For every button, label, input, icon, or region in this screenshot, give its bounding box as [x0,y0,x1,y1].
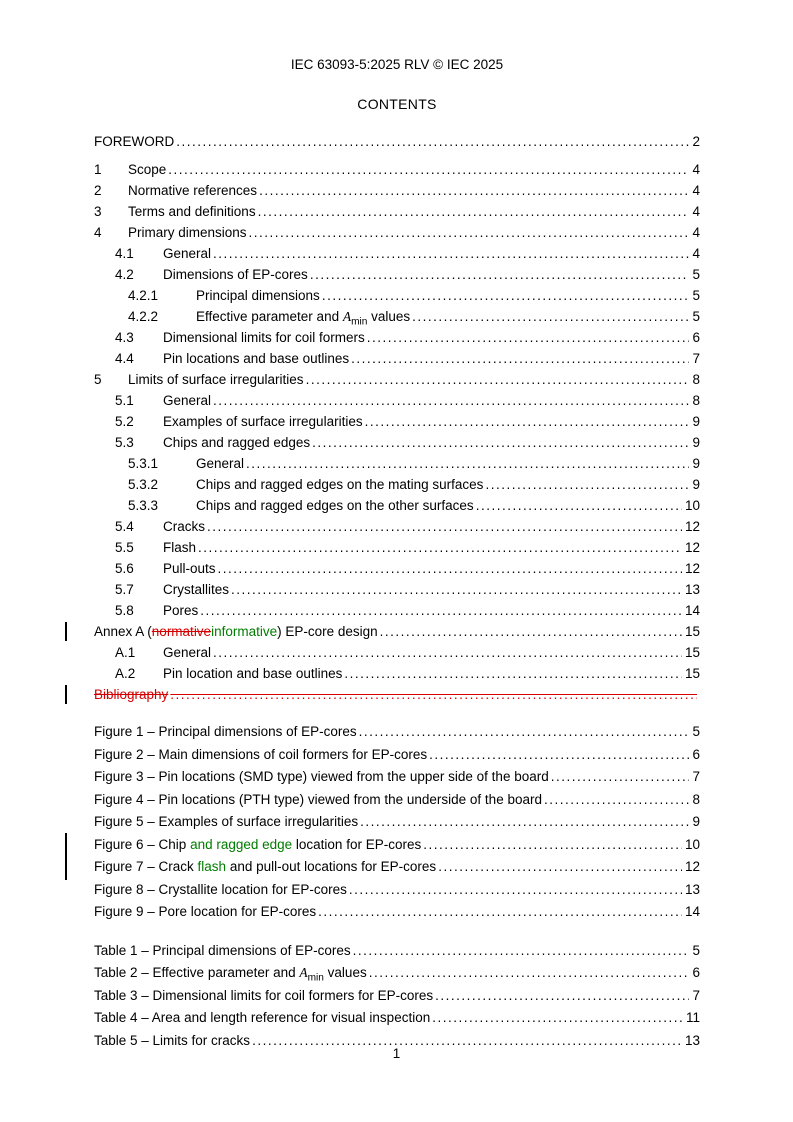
dot-leader [349,348,689,369]
figure-entry-7[interactable] [94,856,700,879]
dot-leader [542,789,690,812]
toc-entry-4-1[interactable] [94,243,700,264]
contents-title: CONTENTS [357,96,437,112]
toc-entry-5-1[interactable] [94,390,700,411]
figure-page-number: 12 [684,859,700,874]
dot-leader [358,811,689,834]
toc-entry-a-1[interactable] [94,642,700,663]
toc-label: Crystallites [163,582,230,597]
dot-leader [433,985,689,1008]
toc-label: General [196,456,245,471]
toc-entry-5-7[interactable] [94,579,700,600]
figure-entry-8[interactable] [94,879,700,902]
toc-number: 3 [94,204,102,219]
toc-entry-bibliography[interactable] [94,684,700,705]
toc-entry-primary-dimensions[interactable] [94,222,700,243]
dot-leader [351,940,690,963]
dot-leader [342,663,682,684]
toc-number: 2 [94,183,102,198]
table-entry-3[interactable] [94,985,700,1008]
dot-leader [421,834,682,857]
toc-entry-4-4[interactable] [94,348,700,369]
toc-number: 4.2.2 [128,309,159,324]
table-of-contents [94,131,700,705]
inserted-text: and ragged edge [190,836,293,852]
toc-page-number: 15 [684,645,700,660]
figures-list [94,721,700,924]
toc-label: Bibliography [94,687,169,702]
figure-label: Figure 4 – Pin locations (PTH type) viewed from the underside of the board [94,791,542,807]
toc-number: 5.3.3 [128,498,159,513]
toc-entry-5-8[interactable] [94,600,700,621]
dot-leader [436,856,682,879]
toc-number: 5.5 [115,540,134,555]
toc-page-number: 4 [692,183,700,198]
toc-page-number: 8 [692,372,700,387]
table-label [94,962,367,985]
toc-page-number: 4 [692,204,700,219]
figure-entry-6[interactable] [94,834,700,857]
toc-label: Limits of surface irregularities [128,372,304,387]
toc-number: 4.1 [115,246,134,261]
inserted-text: informative [211,624,278,639]
toc-label [196,306,410,327]
toc-number: 5.3.1 [128,456,159,471]
table-label: Table 1 – Principal dimensions of EP-cores [94,942,351,958]
figure-entry-1[interactable] [94,721,700,744]
toc-label: Chips and ragged edges on the other surfaces [196,498,474,513]
toc-entry-5-5[interactable] [94,537,700,558]
figure-label-text: Figure 6 – Chip [94,836,191,852]
dot-leader [229,579,682,600]
toc-number: A.2 [115,666,136,681]
toc-label: Pin location and base outlines [163,666,343,681]
toc-page-number: 15 [684,666,700,681]
figure-page-number: 5 [692,724,700,739]
toc-entry-foreword[interactable] [94,131,700,152]
toc-page-number: 9 [692,435,700,450]
figure-label-text: Figure 7 – Crack [94,859,198,874]
toc-label-text: values [367,309,411,324]
toc-entry-annex-a[interactable] [94,621,700,642]
toc-page-number: 12 [684,540,700,555]
toc-page-number: 9 [692,477,700,492]
figure-label: Figure 1 – Principal dimensions of EP-cores [94,724,357,739]
table-entry-2[interactable] [94,962,700,985]
table-label-text: Table 2 – Effective parameter and [94,965,300,980]
dot-leader [205,516,682,537]
toc-number: A.1 [115,645,136,660]
toc-label: Principal dimensions [196,288,320,303]
toc-page-number: 15 [684,624,700,639]
toc-label: Chips and ragged edges on the mating surfaces [196,477,484,492]
toc-page-number: 10 [684,498,700,513]
dot-leader [211,390,689,411]
figure-entry-4[interactable] [94,789,700,812]
toc-page-number: 8 [692,393,700,408]
toc-number: 4.4 [115,351,134,366]
toc-label-text: Annex A ( [94,624,152,639]
dot-leader [483,474,689,495]
dot-leader [310,432,689,453]
figure-page-number: 10 [684,836,700,852]
table-page-number: 5 [692,942,700,958]
dot-leader [410,306,689,327]
toc-number: 5.2 [115,414,134,429]
toc-label: Dimensional limits for coil formers [163,330,365,345]
table-label: Table 5 – Limits for cracks [94,1032,251,1048]
toc-number: 5.8 [115,603,134,618]
toc-label: Pores [163,603,199,618]
dot-leader [347,879,682,902]
dot-leader [430,1007,683,1030]
dot-leader [198,600,682,621]
dot-leader [378,621,682,642]
toc-label-text: Effective parameter and [196,309,343,324]
dot-leader [427,744,689,767]
dot-leader [168,684,697,705]
toc-label: Normative references [128,183,258,198]
toc-number: 4.3 [115,330,134,345]
toc-page-number: 14 [684,603,700,618]
figure-page-number: 7 [692,769,700,784]
toc-entry-terms-definitions[interactable] [94,201,700,222]
toc-entry-5-3[interactable] [94,432,700,453]
toc-label: Scope [128,162,167,177]
toc-entry-5-3-3[interactable] [94,495,700,516]
dot-leader [211,642,682,663]
inserted-text: flash [197,859,227,874]
toc-label: Pull-outs [163,561,216,576]
table-label: Table 4 – Area and length reference for visual inspection [94,1010,431,1025]
dot-leader [174,131,689,152]
figure-label: Figure 3 – Pin locations (SMD type) viewed from the upper side of the board [94,769,549,784]
dot-leader [216,558,682,579]
toc-entry-4-2[interactable] [94,264,700,285]
toc-number: 5.3.2 [128,477,159,492]
toc-entry-5-3-2[interactable] [94,474,700,495]
toc-page-number: 7 [692,351,700,366]
dot-leader [308,264,690,285]
toc-label-text: ) EP-core design [277,624,378,639]
figure-entry-9[interactable] [94,901,700,924]
toc-entry-normative-references[interactable] [94,180,700,201]
dot-leader [166,159,689,180]
table-page-number: 6 [692,965,700,980]
figure-label [94,834,421,857]
dot-leader [257,180,689,201]
symbol-A: A [342,309,352,324]
dot-leader [365,327,690,348]
toc-label: Primary dimensions [128,225,247,240]
toc-entry-5-6[interactable] [94,558,700,579]
figure-page-number: 9 [692,814,700,829]
toc-label: General [163,645,212,660]
toc-entry-4-3[interactable] [94,327,700,348]
toc-number: 4.2 [115,267,134,282]
toc-number: 5.3 [115,435,134,450]
toc-label: Terms and definitions [128,204,256,219]
table-page-number: 13 [684,1032,700,1048]
toc-entry-4-2-2[interactable] [94,306,700,327]
toc-page-number: 4 [692,246,700,261]
toc-entry-scope[interactable] [94,159,700,180]
toc-entry-5-2[interactable] [94,411,700,432]
dot-leader [474,495,682,516]
toc-entry-a-2[interactable] [94,663,700,684]
dot-leader [320,285,690,306]
toc-label: Chips and ragged edges [163,435,311,450]
figure-label: Figure 5 – Examples of surface irregularities [94,814,359,829]
document-header: IEC 63093-5:2025 RLV © IEC 2025 [290,57,504,72]
dot-leader [247,222,690,243]
toc-label: General [163,246,212,261]
toc-label: Flash [163,540,197,555]
figure-label: Figure 9 – Pore location for EP-cores [94,904,317,919]
toc-label: Cracks [163,519,206,534]
table-label: Table 3 – Dimensional limits for coil formers for EP-cores [94,987,434,1003]
figure-page-number: 13 [684,881,700,897]
toc-page-number: 12 [684,561,700,576]
dot-leader [367,962,690,985]
figure-entry-3[interactable] [94,766,700,789]
table-entry-1[interactable] [94,940,700,963]
toc-entry-5-4[interactable] [94,516,700,537]
dot-leader [363,411,690,432]
dot-leader [211,243,689,264]
table-entry-4[interactable] [94,1007,700,1030]
symbol-subscript-min: min [351,316,368,328]
figure-label: Figure 2 – Main dimensions of coil formers for EP-cores [94,746,428,762]
figure-entry-2[interactable] [94,744,700,767]
toc-label: FOREWORD [94,134,175,149]
toc-number: 4.2.1 [128,288,159,303]
symbol-A: A [299,965,308,980]
tables-list [94,940,700,1053]
figure-page-number: 8 [692,791,700,807]
toc-page-number: 5 [692,267,700,282]
toc-number: 5.1 [115,393,134,408]
symbol-subscript-min: min [307,972,324,984]
toc-number: 5.6 [115,561,134,576]
toc-number: 5.7 [115,582,134,597]
toc-page-number: 5 [692,309,700,324]
toc-number: 4 [94,225,102,240]
toc-number: 5.4 [115,519,134,534]
dot-leader [244,453,689,474]
toc-page-number: 4 [692,225,700,240]
dot-leader [304,369,690,390]
toc-label: General [163,393,212,408]
dot-leader [549,766,690,789]
toc-entry-4-2-1[interactable] [94,285,700,306]
toc-label: Dimensions of EP-cores [163,267,308,282]
dot-leader [196,537,682,558]
figure-page-number: 6 [692,746,700,762]
toc-page-number: 12 [684,519,700,534]
dot-leader [256,201,690,222]
table-label-text: values [323,965,367,980]
toc-entry-limits-surface-irregularities[interactable] [94,369,700,390]
toc-entry-5-3-1[interactable] [94,453,700,474]
dot-leader [357,721,690,744]
figure-label-text: and pull-out locations for EP-cores [226,859,437,874]
toc-page-number: 9 [692,414,700,429]
toc-page-number: 2 [692,134,700,149]
toc-label [94,621,378,642]
toc-page-number: 5 [692,288,700,303]
toc-page-number: 4 [692,162,700,177]
toc-label: Examples of surface irregularities [163,414,363,429]
toc-number: 5 [94,372,102,387]
dot-leader [316,901,682,924]
figure-label-text: location for EP-cores [292,836,422,852]
deleted-text: normative [151,624,212,639]
toc-page-number: 6 [692,330,700,345]
toc-page-number: 13 [684,582,700,597]
figure-label [94,856,436,879]
toc-number: 1 [94,162,102,177]
table-page-number: 7 [692,987,700,1003]
toc-page-number: 9 [692,456,700,471]
toc-label: Pin locations and base outlines [163,351,350,366]
page-number-footer: 1 [392,1046,401,1061]
figure-page-number: 14 [684,904,700,919]
figure-entry-5[interactable] [94,811,700,834]
table-page-number: 11 [685,1010,700,1025]
figure-label: Figure 8 – Crystallite location for EP-cores [94,881,347,897]
